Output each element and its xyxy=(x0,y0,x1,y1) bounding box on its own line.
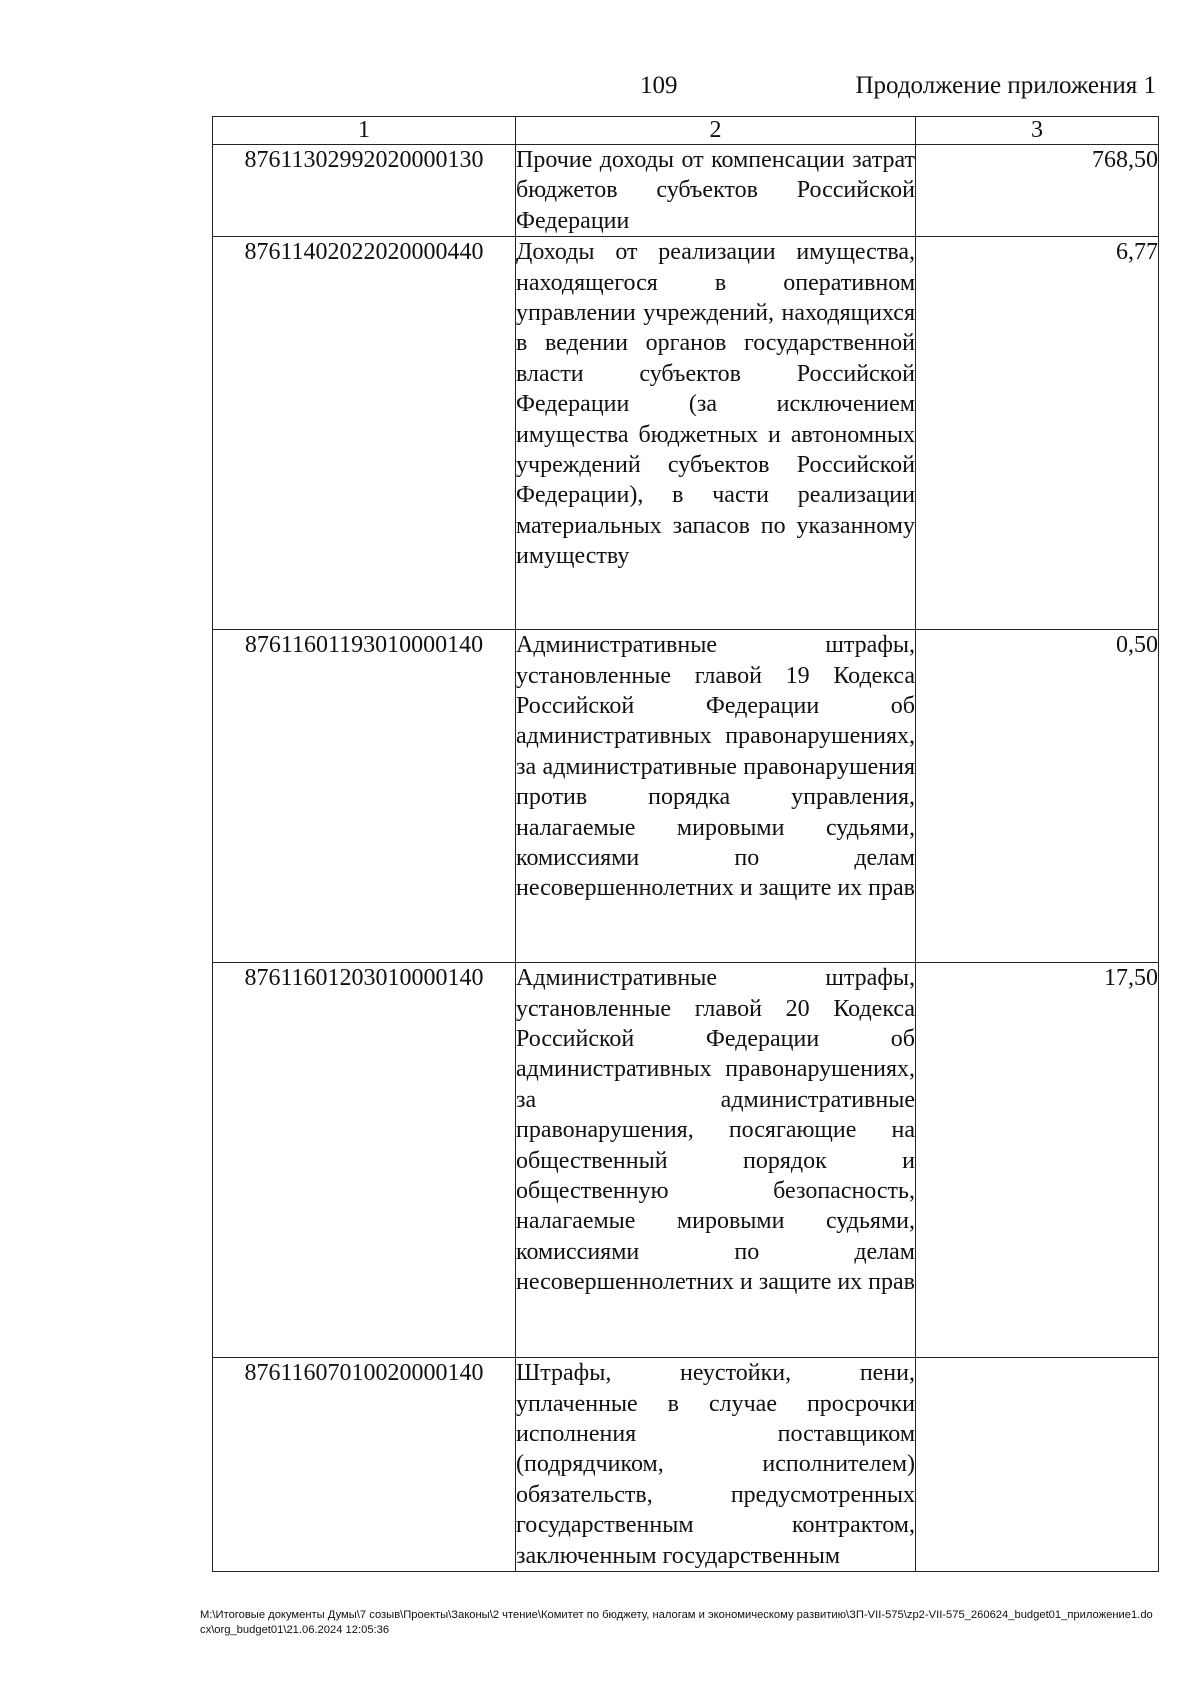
table-row xyxy=(213,145,1159,237)
revenue-table xyxy=(212,116,1159,1572)
row-code: 87611601193010000140 xyxy=(213,630,516,963)
page-number: 109 xyxy=(640,72,678,99)
row-amount: 6,77 xyxy=(916,237,1159,630)
file-path-footer: M:\Итоговые документы Думы\7 созыв\Проекты\Законы\2 чтение\Комитет по бюджету, налогам и экономическому развитию\ЗП-VII-575\zp2-VII-575_260624_budget01_приложение1.docx\org_budget01\21.06.2024 12:05:36 xyxy=(200,1609,1153,1636)
row-description: Доходы от реализации имущества, находящегося в оперативном управлении учреждений, находящихся в ведении органов государственной власти субъектов Российской Федерации (за исключением имущества бюджетных и автономных учреждений субъектов Российской Федерации), в части реализации материальных запасов по указанному имуществу xyxy=(516,237,916,630)
row-description: Административные штрафы, установленные главой 20 Кодекса Российской Федерации об административных правонарушениях, за административные правонарушения, посягающие на общественный порядок и общественную безопасность, налагаемые мировыми судьями, комиссиями по делам несовершеннолетних и защите их прав xyxy=(516,963,916,1358)
column-header-code: 1 xyxy=(213,117,516,145)
row-code: 87611601203010000140 xyxy=(213,963,516,1358)
table-row xyxy=(213,1358,1159,1572)
row-description: Административные штрафы, установленные главой 19 Кодекса Российской Федерации об административных правонарушениях, за административные правонарушения против порядка управления, налагаемые мировыми судьями, комиссиями по делам несовершеннолетних и защите их прав xyxy=(516,630,916,963)
continuation-label: Продолжение приложения 1 xyxy=(855,72,1156,99)
row-code: 87611402022020000440 xyxy=(213,237,516,630)
table-row xyxy=(213,630,1159,963)
column-header-description: 2 xyxy=(516,117,916,145)
row-code: 87611607010020000140 xyxy=(213,1358,516,1572)
row-amount xyxy=(916,1358,1159,1572)
row-amount: 768,50 xyxy=(916,145,1159,237)
table-row xyxy=(213,237,1159,630)
row-description: Прочие доходы от компенсации затрат бюджетов субъектов Российской Федерации xyxy=(516,145,916,237)
row-amount: 17,50 xyxy=(916,963,1159,1358)
row-amount: 0,50 xyxy=(916,630,1159,963)
column-header-amount: 3 xyxy=(916,117,1159,145)
table-header-row xyxy=(213,117,1159,145)
table-row xyxy=(213,963,1159,1358)
row-code: 87611302992020000130 xyxy=(213,145,516,237)
row-description: Штрафы, неустойки, пени, уплаченные в случае просрочки исполнения поставщиком (подрядчиком, исполнителем) обязательств, предусмотренных государственным контрактом, заключенным государственным xyxy=(516,1358,916,1572)
